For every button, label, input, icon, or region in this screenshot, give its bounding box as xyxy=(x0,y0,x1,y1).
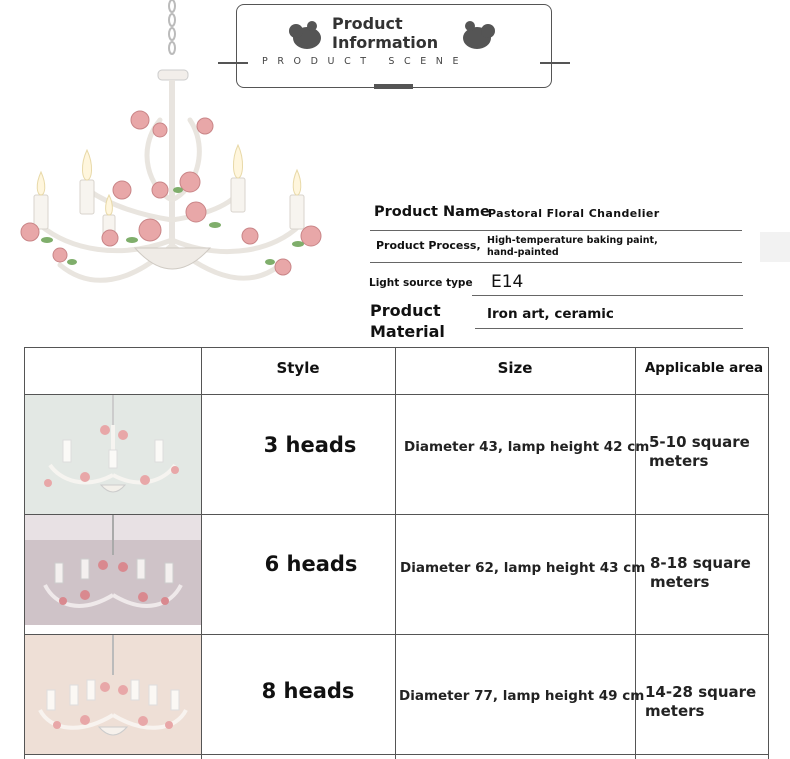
cloud-right-icon xyxy=(460,18,498,52)
row-3-area: 14-28 square meters xyxy=(645,683,757,720)
spec-table xyxy=(24,347,769,759)
info-rule-2 xyxy=(370,262,742,263)
row-1-style: 3 heads xyxy=(263,433,357,457)
product-process-value: High-temperature baking paint, hand-painted xyxy=(487,235,658,258)
light-source-label: Light source type xyxy=(369,277,473,289)
info-rule-4 xyxy=(475,328,743,329)
edge-artifact xyxy=(760,232,790,262)
row-1-area: 5-10 square meters xyxy=(649,433,750,470)
thumbnail-3-heads xyxy=(25,395,201,514)
thumbnail-6-heads xyxy=(25,515,201,634)
banner-tab-marker xyxy=(374,84,413,89)
row-2-area: 8-18 square meters xyxy=(650,554,751,591)
header-applicable-area: Applicable area xyxy=(644,360,764,376)
row-2-style: 6 heads xyxy=(264,552,358,576)
product-name-label: Product Name xyxy=(374,204,490,220)
row-3-size: Diameter 77, lamp height 49 cm xyxy=(399,688,645,704)
row-2-size: Diameter 62, lamp height 43 cm xyxy=(400,560,646,576)
light-source-value: E14 xyxy=(491,272,524,292)
header-style: Style xyxy=(276,359,320,377)
product-name-value: Pastoral Floral Chandelier xyxy=(488,207,660,220)
info-rule-1 xyxy=(370,230,742,231)
banner-right-rule xyxy=(540,62,570,64)
row-1-size: Diameter 43, lamp height 42 cm xyxy=(404,439,650,455)
thumbnail-8-heads xyxy=(25,635,201,754)
product-material-value: Iron art, ceramic xyxy=(487,306,614,322)
product-material-label: Product Material xyxy=(370,301,445,341)
banner-title: Product Information xyxy=(332,14,439,52)
header-size: Size xyxy=(497,359,533,377)
banner-subtitle: PRODUCT SCENE xyxy=(262,56,469,67)
product-process-label: Product Process, xyxy=(376,239,481,252)
row-3-style: 8 heads xyxy=(261,679,355,703)
chandelier-illustration xyxy=(0,0,360,320)
info-rule-3 xyxy=(472,295,743,296)
